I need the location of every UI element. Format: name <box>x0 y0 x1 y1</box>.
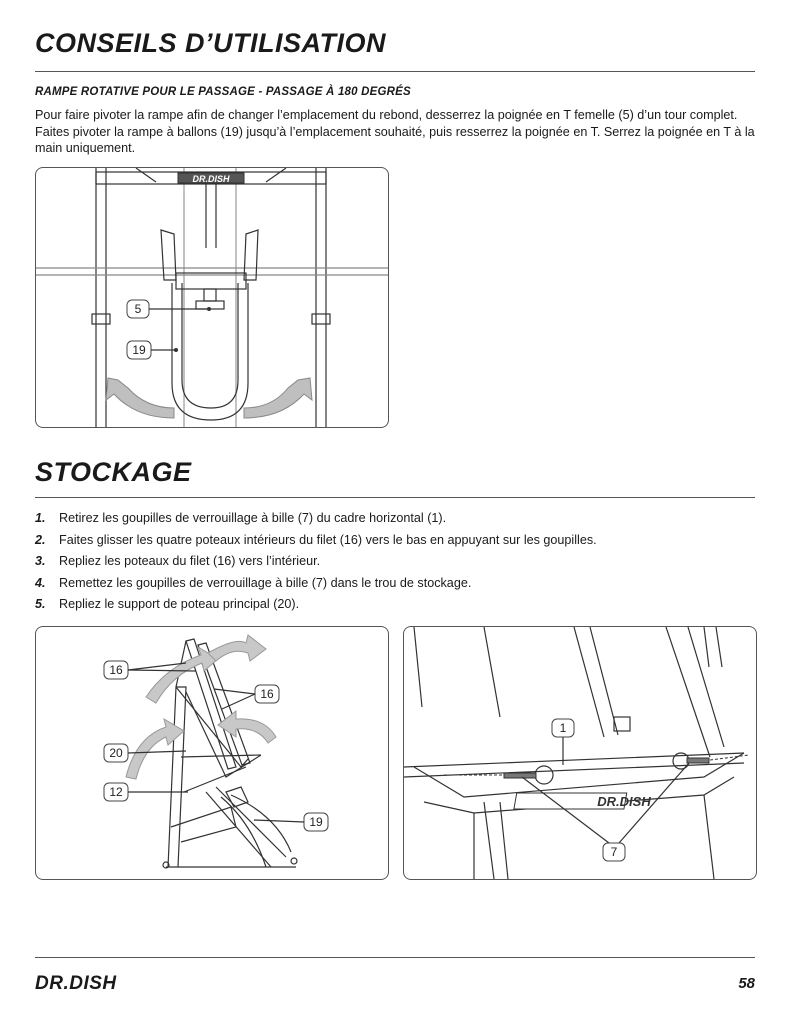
storage-steps <box>35 511 755 619</box>
instruction-paragraph: Pour faire pivoter la rampe afin de changer l’emplacement du rebond, desserrez la poignée en T femelle (5) d’un tour complet. Faites pivoter la rampe à ballons (19) jusqu’à l’emplacement souhaité, puis resserrez la poignée en T. Serrez la poignée en T à la main uniquement. <box>35 108 755 155</box>
callout-5-label: 5 <box>134 302 142 316</box>
callout-16-right-label: 16 <box>260 687 274 701</box>
figure-rotating-ramp <box>35 167 389 428</box>
section-title-stockage: STOCKAGE <box>35 457 192 487</box>
callout-7-label: 7 <box>610 845 618 859</box>
ramp-illustration <box>36 168 388 427</box>
step-text: Repliez le support de poteau principal (20). <box>59 597 300 611</box>
page-number: 58 <box>738 975 755 992</box>
figure-brand-logo: DR.DISH <box>597 794 651 809</box>
step-text: Faites glisser les quatre poteaux intérieurs du filet (16) vers le bas en appuyant sur les goupilles. <box>59 532 597 547</box>
footer-rule <box>35 957 755 958</box>
callout-20-label: 20 <box>109 746 123 760</box>
title-rule <box>35 71 755 72</box>
callout-19-left-label: 19 <box>309 815 323 829</box>
step-number: 2. <box>35 532 46 547</box>
step-item <box>35 511 755 533</box>
step-text: Repliez les poteaux du filet (16) vers l’intérieur. <box>59 554 321 568</box>
callout-16-left-label: 16 <box>109 663 123 677</box>
step-item <box>35 533 755 555</box>
lock-pins-illustration <box>404 627 756 879</box>
section-title-conseils: CONSEILS D’UTILISATION <box>35 28 387 58</box>
folded-machine-illustration <box>36 627 388 879</box>
footer-logo: DR.DISH <box>35 973 117 994</box>
step-number: 3. <box>35 554 46 568</box>
step-number: 1. <box>35 511 46 525</box>
step-item <box>35 554 755 576</box>
step-text: Retirez les goupilles de verrouillage à bille (7) du cadre horizontal (1). <box>59 511 447 525</box>
step-number: 4. <box>35 575 46 590</box>
figure-brand-logo: DR.DISH <box>192 174 230 184</box>
step-item <box>35 597 755 619</box>
figure-folded-machine <box>35 626 389 880</box>
callout-1-label: 1 <box>559 721 567 735</box>
step-number: 5. <box>35 597 46 611</box>
callout-12-label: 12 <box>109 785 123 799</box>
callout-19-label: 19 <box>132 343 146 357</box>
section-rule <box>35 497 755 498</box>
step-item <box>35 576 755 598</box>
step-text: Remettez les goupilles de verrouillage à bille (7) dans le trou de stockage. <box>59 575 472 590</box>
figure-lock-pins <box>403 626 757 880</box>
section-subtitle: RAMPE ROTATIVE POUR LE PASSAGE - PASSAGE À 180 DEGRÉS <box>35 86 411 98</box>
